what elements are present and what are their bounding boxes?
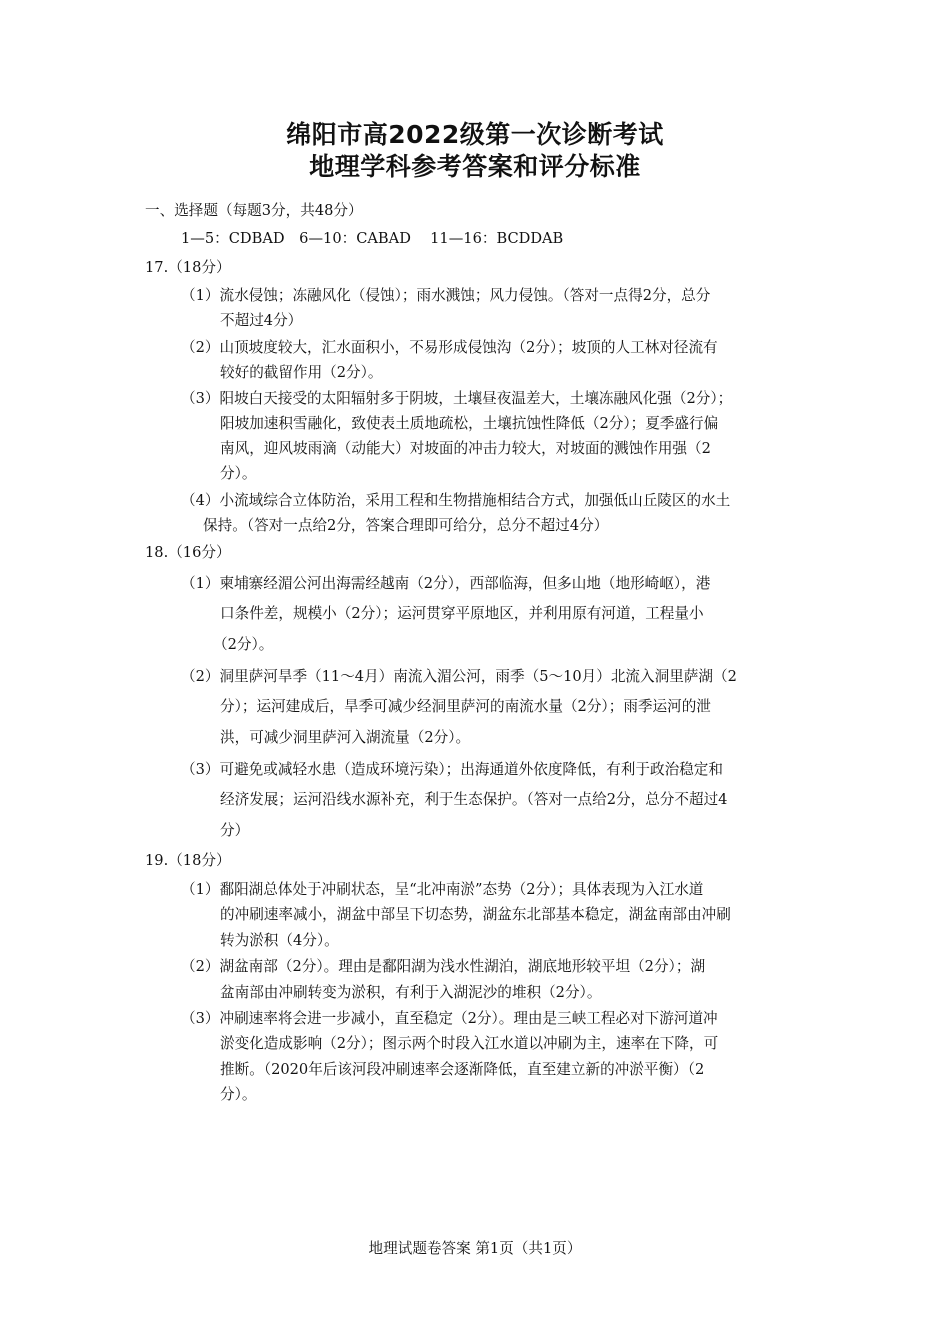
q17-line: 不超过4分）	[220, 312, 303, 329]
q19-line: （1）鄱阳湖总体处于冲刷状态，呈“北冲南淤”态势（2分）；具体表现为入江水道	[181, 881, 704, 898]
choice-answers: 1—5：CDBAD 6—10：CABAD 11—16：BCDDAB	[181, 230, 564, 247]
q18-line: （3）可避免或减轻水患（造成环境污染）；出海通道外依度降低，有利于政治稳定和	[181, 761, 723, 778]
q19-line: 转为淤积（4分）。	[220, 932, 339, 949]
q18-line: 经济发展；运河沿线水源补充，利于生态保护。（答对一点给2分，总分不超过4	[220, 791, 728, 808]
q17-line: （4）小流域综合立体防治，采用工程和生物措施相结合方式，加强低山丘陵区的水土	[181, 492, 731, 509]
q19-line: 分）。	[220, 1086, 257, 1103]
q18-heading: 18.（16分）	[145, 544, 231, 561]
q17-line: （3）阳坡白天接受的太阳辐射多于阴坡，土壤昼夜温差大，土壤冻融风化强（2分）；	[181, 390, 733, 407]
q19-line: 的冲刷速率减小，湖盆中部呈下切态势，湖盆东北部基本稳定，湖盆南部由冲刷	[220, 906, 731, 923]
section-heading-choice: 一、选择题（每题3分，共48分）	[145, 202, 363, 219]
q18-line: 口条件差，规模小（2分）；运河贯穿平原地区，并利用原有河道，工程量小	[220, 605, 704, 622]
q19-line: （2）湖盆南部（2分）。理由是鄱阳湖为浅水性湖泊，湖底地形较平坦（2分）；湖	[181, 958, 706, 975]
q18-line: 分）	[220, 822, 250, 839]
q17-line: 南风，迎风坡雨滴（动能大）对坡面的冲击力较大，对坡面的溅蚀作用强（2	[220, 440, 711, 457]
q18-line: 分）；运河建成后，旱季可减少经洞里萨河的南流水量（2分）；雨季运河的泄	[220, 698, 711, 715]
q19-line: 淤变化造成影响（2分）；图示两个时段入江水道以冲刷为主，速率在下降，可	[220, 1035, 719, 1052]
q19-heading: 19.（18分）	[145, 852, 231, 869]
q19-line: 盆南部由冲刷转变为淤积，有利于入湖泥沙的堆积（2分）。	[220, 984, 602, 1001]
q18-line: （2）洞里萨河旱季（11～4月）南流入湄公河，雨季（5～10月）北流入洞里萨湖（2	[181, 668, 737, 685]
q18-line: （1）柬埔寨经湄公河出海需经越南（2分），西部临海，但多山地（地形崎岖），港	[181, 575, 711, 592]
document-title-line1: 绵阳市高2022级第一次诊断考试	[286, 120, 664, 149]
q19-line: （3）冲刷速率将会进一步减小，直至稳定（2分）。理由是三峡工程必对下游河道冲	[181, 1010, 718, 1027]
q17-line: 阳坡加速积雪融化，致使表土质地疏松，土壤抗蚀性降低（2分）；夏季盛行偏	[220, 415, 719, 432]
q17-line: （2）山顶坡度较大，汇水面积小，不易形成侵蚀沟（2分）；坡顶的人工林对径流有	[181, 339, 718, 356]
q18-line: 洪，可减少洞里萨河入湖流量（2分）。	[220, 729, 471, 746]
q18-line: （2分）。	[213, 636, 274, 653]
q17-line: 分）。	[220, 465, 257, 482]
q19-line: 推断。（2020年后该河段冲刷速率会逐渐降低，直至建立新的冲淤平衡）（2	[220, 1061, 705, 1078]
q17-line: 保持。（答对一点给2分，答案合理即可给分，总分不超过4分）	[203, 517, 609, 534]
page-footer: 地理试题卷答案 第1页（共1页）	[368, 1240, 582, 1257]
q17-line: （1）流水侵蚀；冻融风化（侵蚀）；雨水溅蚀；风力侵蚀。（答对一点得2分，总分	[181, 287, 711, 304]
q17-heading: 17.（18分）	[145, 259, 231, 276]
document-title-line2: 地理学科参考答案和评分标准	[309, 152, 641, 181]
q17-line: 较好的截留作用（2分）。	[220, 364, 383, 381]
